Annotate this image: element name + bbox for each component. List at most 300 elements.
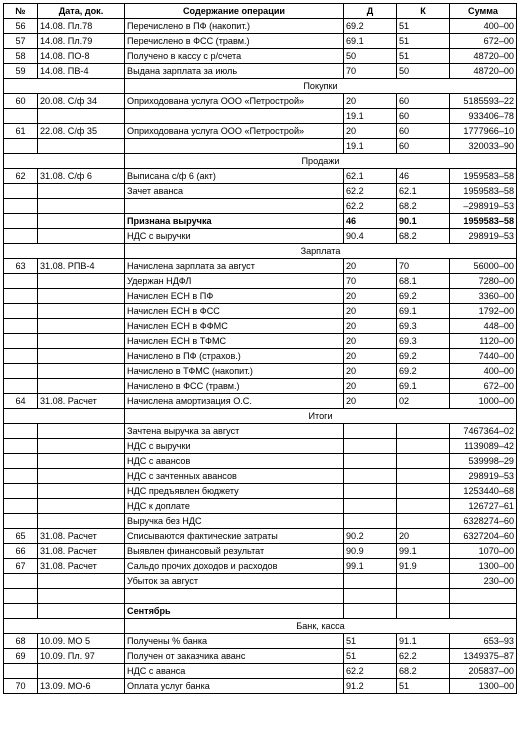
row-sum: 1792–00 [450, 304, 517, 319]
row-sum: 1777966–10 [450, 124, 517, 139]
row-debit [344, 589, 397, 604]
table-row [4, 109, 517, 124]
row-operation: НДС с выручки [125, 229, 344, 244]
row-sum: 6327204–60 [450, 529, 517, 544]
table-row [4, 514, 517, 529]
row-number [4, 289, 38, 304]
row-debit [344, 514, 397, 529]
row-date: 10.09. Пл. 97 [38, 649, 125, 664]
row-operation: Выписана с/ф 6 (акт) [125, 169, 344, 184]
section-title: Зарплата [125, 244, 517, 259]
row-number [4, 184, 38, 199]
row-debit: 19.1 [344, 109, 397, 124]
row-operation: Получено в кассу с р/счета [125, 49, 344, 64]
row-date [38, 184, 125, 199]
row-operation: Начислен ЕСН в ФФМС [125, 319, 344, 334]
row-date [38, 304, 125, 319]
row-number [4, 664, 38, 679]
row-sum: –298919–53 [450, 199, 517, 214]
row-date [38, 274, 125, 289]
row-date: 14.08. Пл.79 [38, 34, 125, 49]
row-operation [125, 109, 344, 124]
row-number: 66 [4, 544, 38, 559]
row-sum: 7467364–02 [450, 424, 517, 439]
row-operation: Перечислено в ФСС (травм.) [125, 34, 344, 49]
row-credit [397, 454, 450, 469]
row-date [38, 589, 125, 604]
row-number: 56 [4, 19, 38, 34]
table-row [4, 139, 517, 154]
row-operation: Зачтена выручка за август [125, 424, 344, 439]
table-row [4, 439, 517, 454]
row-sum: 48720–00 [450, 49, 517, 64]
row-credit: 51 [397, 34, 450, 49]
row-debit: 20 [344, 349, 397, 364]
row-sum: 539998–29 [450, 454, 517, 469]
row-debit: 50 [344, 49, 397, 64]
row-date [38, 364, 125, 379]
table-row [4, 394, 517, 409]
row-operation: НДС с авансов [125, 454, 344, 469]
table-row [4, 529, 517, 544]
row-credit: 90.1 [397, 214, 450, 229]
row-operation: Перечислено в ПФ (накопит.) [125, 19, 344, 34]
table-row [4, 199, 517, 214]
row-number [4, 274, 38, 289]
section-title: Покупки [125, 79, 517, 94]
row-sum: 400–00 [450, 19, 517, 34]
row-operation: Получены % банка [125, 634, 344, 649]
table-row [4, 649, 517, 664]
row-date: 14.08. Пл.78 [38, 19, 125, 34]
row-operation: Сальдо прочих доходов и расходов [125, 559, 344, 574]
row-sum: 1000–00 [450, 394, 517, 409]
row-credit: 69.3 [397, 334, 450, 349]
row-sum: 400–00 [450, 364, 517, 379]
row-number [4, 424, 38, 439]
row-number [4, 139, 38, 154]
row-operation: Начислен ЕСН в ФСС [125, 304, 344, 319]
row-operation: Выдана зарплата за июль [125, 64, 344, 79]
row-credit [397, 589, 450, 604]
row-sum: 7280–00 [450, 274, 517, 289]
row-sum: 230–00 [450, 574, 517, 589]
row-debit [344, 604, 397, 619]
row-number [4, 439, 38, 454]
row-credit: 51 [397, 679, 450, 694]
header-row [4, 4, 517, 19]
row-debit [344, 574, 397, 589]
row-credit: 50 [397, 64, 450, 79]
row-operation: Начислено в ТФМС (накопит.) [125, 364, 344, 379]
row-operation: Выручка без НДС [125, 514, 344, 529]
row-date [38, 439, 125, 454]
row-credit: 68.2 [397, 664, 450, 679]
row-operation: НДС с выручки [125, 439, 344, 454]
row-date [38, 484, 125, 499]
row-debit: 69.1 [344, 34, 397, 49]
row-date: 14.08. ПО-8 [38, 49, 125, 64]
row-sum: 672–00 [450, 34, 517, 49]
section-title: Итоги [125, 409, 517, 424]
section-spacer [4, 79, 125, 94]
row-credit: 68.1 [397, 274, 450, 289]
row-credit [397, 499, 450, 514]
row-debit: 19.1 [344, 139, 397, 154]
table-row [4, 259, 517, 274]
section-title: Банк, касса [125, 619, 517, 634]
ledger-body [4, 19, 517, 694]
row-debit: 20 [344, 364, 397, 379]
row-sum: 1300–00 [450, 559, 517, 574]
row-number: 64 [4, 394, 38, 409]
row-number: 68 [4, 634, 38, 649]
row-operation: Начислен ЕСН в ТФМС [125, 334, 344, 349]
section-spacer [4, 409, 125, 424]
section-row [4, 154, 517, 169]
row-operation: Убыток за август [125, 574, 344, 589]
table-row [4, 664, 517, 679]
row-sum: 1959583–58 [450, 184, 517, 199]
row-number [4, 499, 38, 514]
row-number: 57 [4, 34, 38, 49]
row-operation: НДС предъявлен бюджету [125, 484, 344, 499]
row-debit: 70 [344, 64, 397, 79]
row-date [38, 199, 125, 214]
row-debit: 70 [344, 274, 397, 289]
row-number [4, 469, 38, 484]
row-operation: Сентябрь [125, 604, 344, 619]
row-debit: 90.4 [344, 229, 397, 244]
row-date [38, 379, 125, 394]
row-credit: 69.1 [397, 379, 450, 394]
row-number [4, 484, 38, 499]
row-debit: 20 [344, 304, 397, 319]
row-date: 10.09. МО 5 [38, 634, 125, 649]
row-sum: 298919–53 [450, 469, 517, 484]
row-debit: 20 [344, 394, 397, 409]
header-number: № [4, 4, 38, 19]
table-row [4, 334, 517, 349]
row-date: 31.08. РПВ-4 [38, 259, 125, 274]
section-title: Продажи [125, 154, 517, 169]
row-credit: 20 [397, 529, 450, 544]
table-row [4, 124, 517, 139]
row-sum: 1070–00 [450, 544, 517, 559]
row-debit: 20 [344, 289, 397, 304]
table-row [4, 34, 517, 49]
row-number [4, 199, 38, 214]
row-credit: 69.1 [397, 304, 450, 319]
row-operation: Начислена амортизация О.С. [125, 394, 344, 409]
row-date [38, 664, 125, 679]
header-operation: Содержание операции [125, 4, 344, 19]
row-date [38, 109, 125, 124]
row-operation [125, 589, 344, 604]
row-credit: 02 [397, 394, 450, 409]
row-date [38, 214, 125, 229]
table-row [4, 559, 517, 574]
table-row [4, 49, 517, 64]
row-number: 65 [4, 529, 38, 544]
table-row [4, 424, 517, 439]
table-row [4, 364, 517, 379]
row-debit [344, 484, 397, 499]
section-row [4, 244, 517, 259]
row-credit: 69.2 [397, 364, 450, 379]
row-debit: 20 [344, 124, 397, 139]
row-sum: 56000–00 [450, 259, 517, 274]
row-debit: 46 [344, 214, 397, 229]
row-number: 69 [4, 649, 38, 664]
table-row [4, 349, 517, 364]
table-row [4, 94, 517, 109]
row-sum: 7440–00 [450, 349, 517, 364]
row-sum: 933406–78 [450, 109, 517, 124]
row-credit: 46 [397, 169, 450, 184]
row-operation: Начислено в ФСС (травм.) [125, 379, 344, 394]
row-sum: 320033–90 [450, 139, 517, 154]
row-date [38, 499, 125, 514]
row-date: 31.08. Расчет [38, 559, 125, 574]
table-row [4, 679, 517, 694]
row-debit: 51 [344, 634, 397, 649]
row-operation: НДС с зачтенных авансов [125, 469, 344, 484]
row-credit: 68.2 [397, 229, 450, 244]
row-credit [397, 484, 450, 499]
row-sum: 5185593–22 [450, 94, 517, 109]
row-sum: 653–93 [450, 634, 517, 649]
row-date [38, 334, 125, 349]
row-operation: Начислен ЕСН в ПФ [125, 289, 344, 304]
row-operation: Оприходована услуга ООО «Петрострой» [125, 94, 344, 109]
row-number: 58 [4, 49, 38, 64]
row-credit: 99.1 [397, 544, 450, 559]
row-date [38, 319, 125, 334]
section-spacer [4, 244, 125, 259]
row-operation: Списываются фактические затраты [125, 529, 344, 544]
row-credit [397, 514, 450, 529]
row-credit: 60 [397, 109, 450, 124]
row-date [38, 469, 125, 484]
row-credit [397, 604, 450, 619]
row-debit: 69.2 [344, 19, 397, 34]
row-sum [450, 604, 517, 619]
row-credit: 62.2 [397, 649, 450, 664]
row-number [4, 304, 38, 319]
row-debit: 90.9 [344, 544, 397, 559]
row-operation: НДС к доплате [125, 499, 344, 514]
row-date: 31.08. Расчет [38, 394, 125, 409]
ledger-table [3, 3, 517, 694]
row-sum [450, 589, 517, 604]
table-row [4, 544, 517, 559]
header-sum: Сумма [450, 4, 517, 19]
section-spacer [4, 154, 125, 169]
row-date [38, 574, 125, 589]
table-row [4, 469, 517, 484]
row-sum: 1139089–42 [450, 439, 517, 454]
table-row [4, 319, 517, 334]
row-date: 13.09. МО-6 [38, 679, 125, 694]
row-credit: 68.2 [397, 199, 450, 214]
header-credit: К [397, 4, 450, 19]
row-number [4, 364, 38, 379]
row-number [4, 109, 38, 124]
row-date: 31.08. Расчет [38, 544, 125, 559]
row-operation: Оплата услуг банка [125, 679, 344, 694]
row-number: 67 [4, 559, 38, 574]
row-sum: 298919–53 [450, 229, 517, 244]
row-date [38, 139, 125, 154]
section-row [4, 79, 517, 94]
row-date [38, 289, 125, 304]
row-sum: 3360–00 [450, 289, 517, 304]
row-debit [344, 454, 397, 469]
row-sum: 48720–00 [450, 64, 517, 79]
row-credit: 91.9 [397, 559, 450, 574]
row-debit [344, 439, 397, 454]
row-sum: 1120–00 [450, 334, 517, 349]
section-spacer [4, 619, 125, 634]
row-sum: 1300–00 [450, 679, 517, 694]
row-number [4, 604, 38, 619]
row-debit: 91.2 [344, 679, 397, 694]
table-row [4, 634, 517, 649]
row-operation: Получен от заказчика аванс [125, 649, 344, 664]
row-debit: 20 [344, 379, 397, 394]
table-row [4, 184, 517, 199]
table-row [4, 214, 517, 229]
row-debit: 62.2 [344, 184, 397, 199]
row-credit: 91.1 [397, 634, 450, 649]
row-debit: 62.2 [344, 199, 397, 214]
row-operation: Оприходована услуга ООО «Петрострой» [125, 124, 344, 139]
table-row [4, 19, 517, 34]
row-credit: 60 [397, 124, 450, 139]
table-row [4, 64, 517, 79]
row-sum: 1959583–58 [450, 169, 517, 184]
row-number: 70 [4, 679, 38, 694]
row-debit [344, 499, 397, 514]
row-date: 31.08. С/ф 6 [38, 169, 125, 184]
row-date [38, 514, 125, 529]
header-date: Дата, док. [38, 4, 125, 19]
row-sum: 1349375–87 [450, 649, 517, 664]
table-row [4, 169, 517, 184]
row-credit: 70 [397, 259, 450, 274]
row-date [38, 349, 125, 364]
row-date [38, 424, 125, 439]
row-date [38, 229, 125, 244]
row-debit: 62.2 [344, 664, 397, 679]
row-number: 63 [4, 259, 38, 274]
row-number [4, 454, 38, 469]
section-row [4, 619, 517, 634]
table-row [4, 499, 517, 514]
row-operation: Начислена зарплата за август [125, 259, 344, 274]
table-row [4, 304, 517, 319]
row-debit: 51 [344, 649, 397, 664]
table-row [4, 379, 517, 394]
row-credit: 60 [397, 139, 450, 154]
row-number [4, 379, 38, 394]
table-row [4, 574, 517, 589]
row-credit: 69.2 [397, 289, 450, 304]
row-number [4, 319, 38, 334]
row-operation: Выявлен финансовый результат [125, 544, 344, 559]
row-credit [397, 439, 450, 454]
row-date [38, 604, 125, 619]
row-number [4, 214, 38, 229]
row-debit: 20 [344, 259, 397, 274]
row-sum: 1253440–68 [450, 484, 517, 499]
row-date: 14.08. ПВ-4 [38, 64, 125, 79]
row-credit: 60 [397, 94, 450, 109]
table-row [4, 289, 517, 304]
table-row [4, 484, 517, 499]
row-number [4, 229, 38, 244]
row-sum: 6328274–60 [450, 514, 517, 529]
row-operation [125, 139, 344, 154]
row-credit: 51 [397, 49, 450, 64]
row-operation [125, 199, 344, 214]
row-debit [344, 424, 397, 439]
table-row [4, 229, 517, 244]
row-number [4, 334, 38, 349]
row-operation: НДС с аванса [125, 664, 344, 679]
row-credit: 62.1 [397, 184, 450, 199]
row-date [38, 454, 125, 469]
table-row [4, 604, 517, 619]
row-debit: 20 [344, 334, 397, 349]
row-sum: 448–00 [450, 319, 517, 334]
row-operation: Удержан НДФЛ [125, 274, 344, 289]
row-number [4, 589, 38, 604]
section-row [4, 409, 517, 424]
row-credit: 69.2 [397, 349, 450, 364]
row-operation: Начислено в ПФ (страхов.) [125, 349, 344, 364]
row-number: 61 [4, 124, 38, 139]
row-debit: 20 [344, 319, 397, 334]
row-debit: 99.1 [344, 559, 397, 574]
table-row [4, 589, 517, 604]
row-credit: 69.3 [397, 319, 450, 334]
row-date: 31.08. Расчет [38, 529, 125, 544]
row-credit: 51 [397, 19, 450, 34]
row-date: 20.08. С/ф 34 [38, 94, 125, 109]
row-operation: Признана выручка [125, 214, 344, 229]
row-credit [397, 424, 450, 439]
row-number [4, 349, 38, 364]
table-row [4, 274, 517, 289]
row-operation: Зачет аванса [125, 184, 344, 199]
row-debit [344, 469, 397, 484]
row-credit [397, 469, 450, 484]
row-number [4, 514, 38, 529]
row-number: 62 [4, 169, 38, 184]
row-sum: 672–00 [450, 379, 517, 394]
row-date: 22.08. С/ф 35 [38, 124, 125, 139]
row-debit: 20 [344, 94, 397, 109]
row-number: 60 [4, 94, 38, 109]
row-number [4, 574, 38, 589]
header-debit: Д [344, 4, 397, 19]
table-row [4, 454, 517, 469]
row-debit: 62.1 [344, 169, 397, 184]
row-sum: 205837–00 [450, 664, 517, 679]
row-sum: 1959583–58 [450, 214, 517, 229]
